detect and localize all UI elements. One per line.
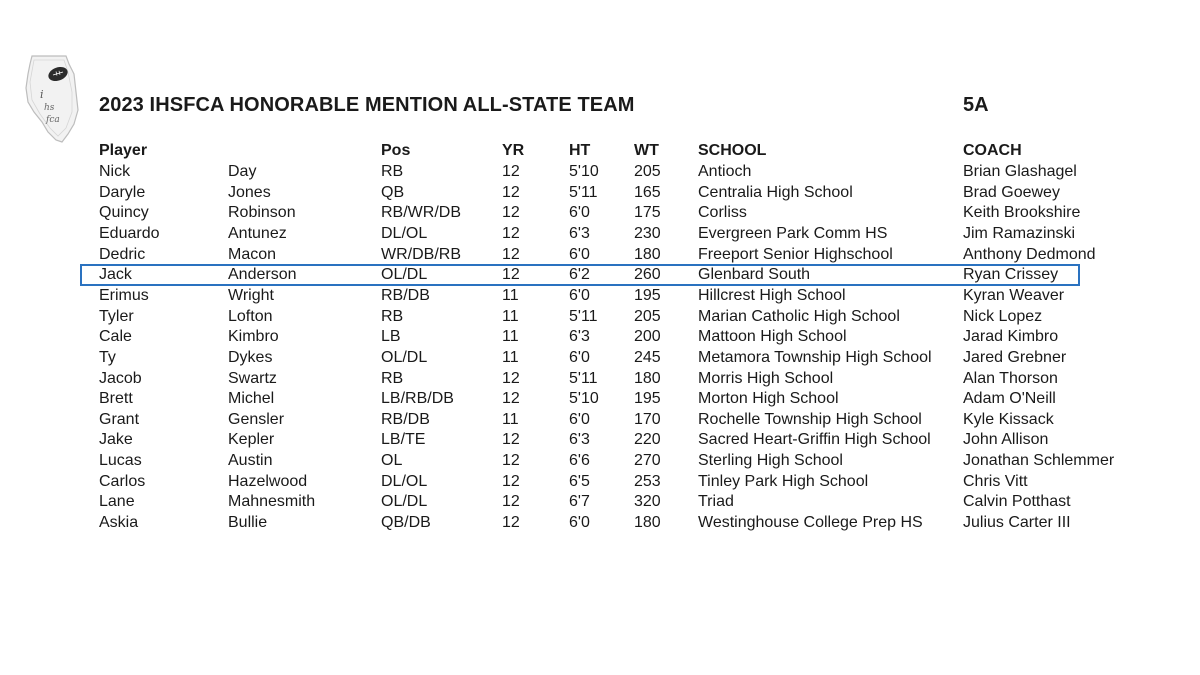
cell-height: 6'7 [569, 493, 590, 511]
cell-last-name: Robinson [228, 204, 296, 222]
cell-position: OL/DL [381, 266, 428, 284]
cell-weight: 195 [634, 390, 661, 408]
cell-weight: 205 [634, 307, 661, 325]
row-highlight-box [80, 264, 1080, 286]
table-row [0, 245, 1200, 265]
cell-last-name: Austin [228, 452, 273, 470]
col-header-coach: COACH [963, 142, 1022, 159]
cell-first-name: Jack [99, 266, 132, 284]
cell-height: 6'0 [569, 204, 590, 222]
cell-last-name: Anderson [228, 266, 297, 284]
cell-school: Triad [698, 493, 734, 511]
cell-position: QB [381, 183, 405, 201]
cell-coach: Anthony Dedmond [963, 245, 1096, 263]
cell-coach: Adam O'Neill [963, 390, 1056, 408]
col-header-wt: WT [634, 142, 659, 159]
cell-first-name: Grant [99, 410, 140, 428]
cell-school: Glenbard South [698, 266, 811, 284]
col-header-ht: HT [569, 142, 591, 159]
cell-year: 12 [502, 163, 520, 180]
cell-first-name: Askia [99, 514, 139, 532]
cell-school: Antioch [698, 163, 752, 180]
col-header-player: Player [99, 142, 148, 159]
cell-first-name: Jake [99, 431, 133, 449]
table-row [0, 224, 1200, 244]
cell-year: 12 [502, 245, 520, 263]
table-row [0, 348, 1200, 368]
cell-coach: Brian Glashagel [963, 163, 1077, 180]
cell-year: 11 [502, 328, 519, 346]
cell-height: 6'0 [569, 410, 590, 428]
page-title: 2023 IHSFCA HONORABLE MENTION ALL-STATE TEAM [99, 94, 635, 116]
cell-school: Freeport Senior Highschool [698, 245, 893, 263]
table-row [0, 472, 1200, 492]
table-row [0, 286, 1200, 306]
cell-last-name: Swartz [228, 369, 277, 387]
cell-position: DL/OL [381, 472, 428, 490]
cell-first-name: Erimus [99, 286, 149, 304]
cell-height: 6'2 [569, 266, 590, 284]
table-row [0, 430, 1200, 450]
cell-coach: Jared Grebner [963, 348, 1067, 366]
cell-last-name: Gensler [228, 410, 285, 428]
cell-last-name: Hazelwood [228, 472, 308, 490]
cell-first-name: Dedric [99, 245, 146, 263]
cell-year: 12 [502, 204, 520, 222]
table-row [0, 389, 1200, 409]
cell-position: LB/RB/DB [381, 390, 454, 408]
cell-weight: 200 [634, 328, 661, 346]
table-row [0, 451, 1200, 471]
svg-text:hs: hs [44, 103, 55, 113]
cell-year: 12 [502, 224, 520, 242]
cell-year: 11 [502, 348, 519, 366]
cell-school: Evergreen Park Comm HS [698, 224, 888, 242]
cell-coach: Kyran Weaver [963, 286, 1065, 304]
cell-last-name: Kimbro [228, 328, 279, 346]
cell-school: Westinghouse College Prep HS [698, 514, 923, 532]
cell-height: 5'11 [569, 307, 598, 325]
table-row [0, 513, 1200, 533]
cell-weight: 253 [634, 472, 661, 490]
cell-position: RB [381, 369, 404, 387]
cell-height: 6'3 [569, 328, 590, 346]
cell-last-name: Wright [228, 286, 274, 304]
cell-first-name: Cale [99, 328, 132, 346]
cell-position: LB [381, 328, 401, 346]
cell-coach: Jim Ramazinski [963, 224, 1076, 242]
cell-year: 12 [502, 431, 520, 449]
cell-weight: 245 [634, 348, 661, 366]
cell-weight: 220 [634, 431, 661, 449]
cell-position: RB/DB [381, 410, 430, 428]
cell-year: 12 [502, 472, 520, 490]
table-row [0, 203, 1200, 223]
cell-position: RB/WR/DB [381, 204, 461, 222]
cell-first-name: Lucas [99, 452, 142, 470]
cell-weight: 195 [634, 286, 661, 304]
cell-year: 11 [502, 286, 519, 304]
cell-weight: 180 [634, 514, 661, 532]
cell-weight: 260 [634, 266, 661, 284]
col-header-school: SCHOOL [698, 142, 767, 159]
cell-school: Sterling High School [698, 452, 843, 470]
table-row [0, 327, 1200, 347]
svg-text:fca: fca [46, 115, 60, 125]
cell-position: LB/TE [381, 431, 426, 449]
cell-height: 6'0 [569, 514, 590, 532]
cell-school: Tinley Park High School [698, 472, 869, 490]
cell-weight: 320 [634, 493, 661, 511]
cell-school: Mattoon High School [698, 328, 847, 346]
cell-weight: 170 [634, 410, 661, 428]
cell-height: 6'5 [569, 472, 590, 490]
cell-year: 12 [502, 514, 520, 532]
cell-school: Rochelle Township High School [698, 410, 922, 428]
cell-year: 12 [502, 493, 520, 511]
cell-first-name: Quincy [99, 204, 149, 222]
cell-school: Marian Catholic High School [698, 307, 900, 325]
cell-last-name: Lofton [228, 307, 273, 325]
col-header-yr: YR [502, 142, 525, 159]
cell-weight: 205 [634, 163, 661, 180]
cell-position: RB/DB [381, 286, 430, 304]
cell-position: OL/DL [381, 493, 428, 511]
cell-year: 12 [502, 183, 520, 201]
cell-last-name: Bullie [228, 514, 268, 532]
cell-height: 5'11 [569, 369, 598, 387]
cell-first-name: Jacob [99, 369, 142, 387]
cell-coach: Keith Brookshire [963, 204, 1081, 222]
cell-first-name: Tyler [99, 307, 134, 325]
cell-position: RB [381, 163, 404, 180]
cell-school: Morris High School [698, 369, 834, 387]
table-row [0, 369, 1200, 389]
cell-school: Morton High School [698, 390, 839, 408]
cell-first-name: Carlos [99, 472, 146, 490]
table-row [0, 183, 1200, 203]
cell-height: 6'3 [569, 431, 590, 449]
cell-coach: Alan Thorson [963, 369, 1058, 387]
cell-year: 12 [502, 452, 520, 470]
cell-height: 5'10 [569, 390, 599, 408]
col-header-pos: Pos [381, 142, 411, 159]
cell-first-name: Nick [99, 163, 131, 180]
cell-school: Corliss [698, 204, 747, 222]
cell-height: 6'0 [569, 348, 590, 366]
cell-height: 6'0 [569, 286, 590, 304]
cell-last-name: Jones [228, 183, 271, 201]
table-row [0, 410, 1200, 430]
cell-school: Hillcrest High School [698, 286, 846, 304]
cell-weight: 175 [634, 204, 661, 222]
cell-year: 11 [502, 410, 519, 428]
cell-height: 5'11 [569, 183, 598, 201]
cell-position: DL/OL [381, 224, 428, 242]
svg-text:i: i [40, 88, 44, 101]
cell-year: 11 [502, 307, 519, 325]
cell-coach: John Allison [963, 431, 1049, 449]
cell-coach: Calvin Potthast [963, 493, 1071, 511]
cell-weight: 180 [634, 245, 661, 263]
cell-first-name: Brett [99, 390, 133, 408]
cell-coach: Julius Carter III [963, 514, 1071, 532]
cell-position: RB [381, 307, 404, 325]
cell-height: 6'0 [569, 245, 590, 263]
cell-position: QB/DB [381, 514, 431, 532]
cell-school: Centralia High School [698, 183, 853, 201]
cell-school: Sacred Heart-Griffin High School [698, 431, 931, 449]
cell-position: OL [381, 452, 403, 470]
ihsfca-illinois-logo-icon [22, 52, 84, 144]
cell-last-name: Macon [228, 245, 277, 263]
cell-position: WR/DB/RB [381, 245, 461, 263]
cell-weight: 165 [634, 183, 661, 201]
cell-year: 12 [502, 390, 520, 408]
cell-first-name: Eduardo [99, 224, 160, 242]
cell-last-name: Kepler [228, 431, 275, 449]
cell-weight: 230 [634, 224, 661, 242]
cell-last-name: Michel [228, 390, 275, 408]
cell-coach: Jonathan Schlemmer [963, 452, 1115, 470]
division-label: 5A [963, 94, 989, 116]
cell-coach: Kyle Kissack [963, 410, 1054, 428]
cell-first-name: Lane [99, 493, 135, 511]
cell-school: Metamora Township High School [698, 348, 932, 366]
cell-last-name: Antunez [228, 224, 287, 242]
cell-year: 12 [502, 369, 520, 387]
cell-last-name: Dykes [228, 348, 273, 366]
table-row [0, 492, 1200, 512]
cell-first-name: Daryle [99, 183, 146, 201]
cell-position: OL/DL [381, 348, 428, 366]
cell-year: 12 [502, 266, 520, 284]
cell-height: 5'10 [569, 163, 599, 180]
cell-height: 6'3 [569, 224, 590, 242]
cell-height: 6'6 [569, 452, 590, 470]
cell-coach: Jarad Kimbro [963, 328, 1059, 346]
cell-last-name: Day [228, 163, 257, 180]
table-row [0, 162, 1200, 182]
cell-coach: Brad Goewey [963, 183, 1060, 201]
cell-coach: Chris Vitt [963, 472, 1028, 490]
cell-coach: Ryan Crissey [963, 266, 1059, 284]
cell-weight: 180 [634, 369, 661, 387]
cell-last-name: Mahnesmith [228, 493, 316, 511]
cell-coach: Nick Lopez [963, 307, 1043, 325]
cell-first-name: Ty [99, 348, 116, 366]
table-row [0, 307, 1200, 327]
cell-weight: 270 [634, 452, 661, 470]
